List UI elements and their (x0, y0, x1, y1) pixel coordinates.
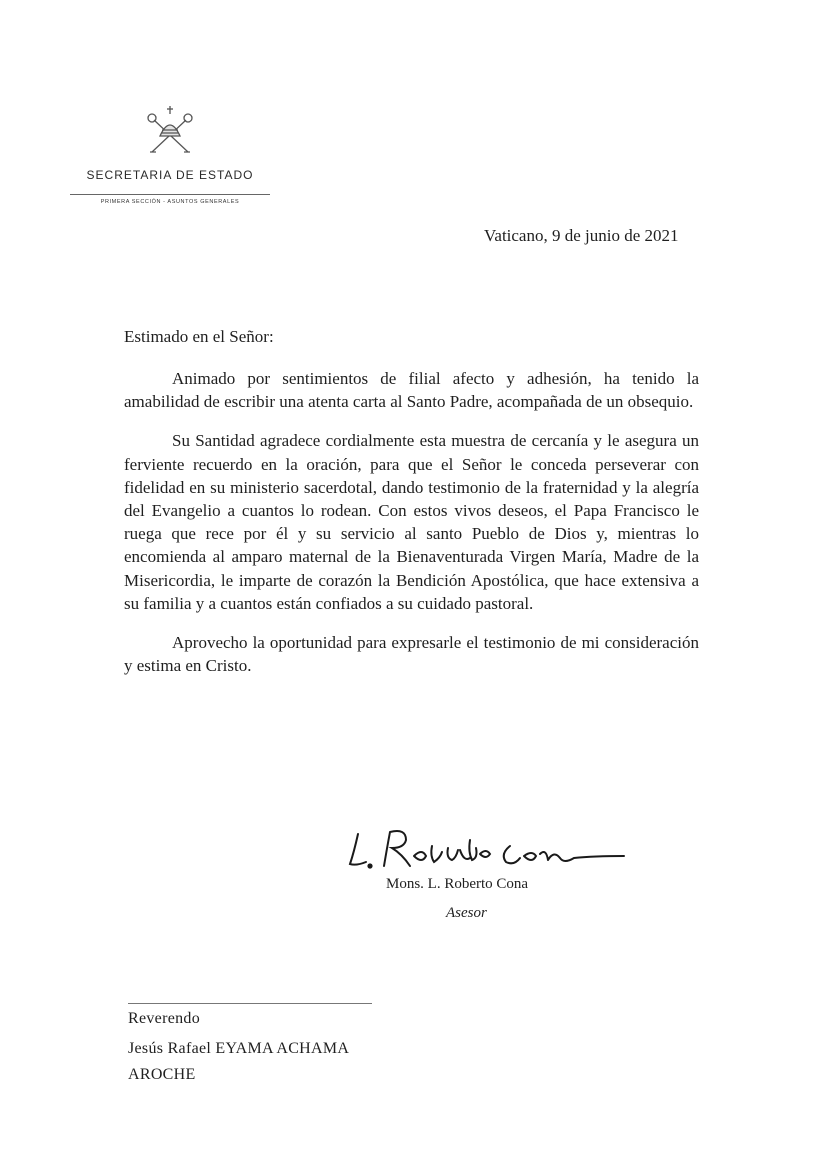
office-name: SECRETARIA DE ESTADO (86, 168, 254, 182)
section-name: PRIMERA SECCIÓN - ASUNTOS GENERALES (100, 199, 240, 205)
salutation: Estimado en el Señor: (124, 327, 274, 346)
recipient-location: AROCHE (128, 1066, 196, 1083)
recipient-honorific: Reverendo (128, 1010, 201, 1027)
recipient-name: Jesús Rafael EYAMA ACHAMA (128, 1040, 350, 1057)
letter-date: Vaticano, 9 de junio de 2021 (484, 226, 679, 245)
papal-keys-tiara-icon (140, 100, 200, 160)
signer-name: Mons. L. Roberto Cona (386, 876, 529, 892)
signer-title: Asesor (446, 905, 487, 921)
paragraph: Animado por sentimientos de filial afecto y adhesión, ha tenido la amabilidad de escribir una atenta carta al Santo Padre, acompañada de un obsequio. (124, 369, 699, 412)
letterhead-divider (70, 194, 270, 195)
paragraph: Aprovecho la oportunidad para expresarle el testimonio de mi consideración y estima en Cristo. (124, 633, 699, 676)
paragraph: Su Santidad agradece cordialmente esta muestra de cercanía y le asegura un ferviente recuerdo en la oración, para que el Señor le conceda perseverar con fidelidad en su ministerio sacerdotal, dando testimonio de la fraternidad y la alegría del Evangelio a cuantos lo rodean. Con estos vivos deseos, el Papa Francisco le ruega que rece por él y su servicio al santo Pueblo de Dios y, mientras lo encomienda al amparo maternal de la Bienaventurada Virgen María, Madre de la Misericordia, le imparte de corazón la Bendición Apostólica, que hace extensiva a su familia y a cuantos están confiados a su cuidado pastoral. (124, 431, 699, 613)
letterhead (60, 100, 280, 205)
handwritten-signature (340, 820, 660, 882)
letter-body (124, 367, 699, 693)
recipient-divider (128, 1003, 372, 1004)
